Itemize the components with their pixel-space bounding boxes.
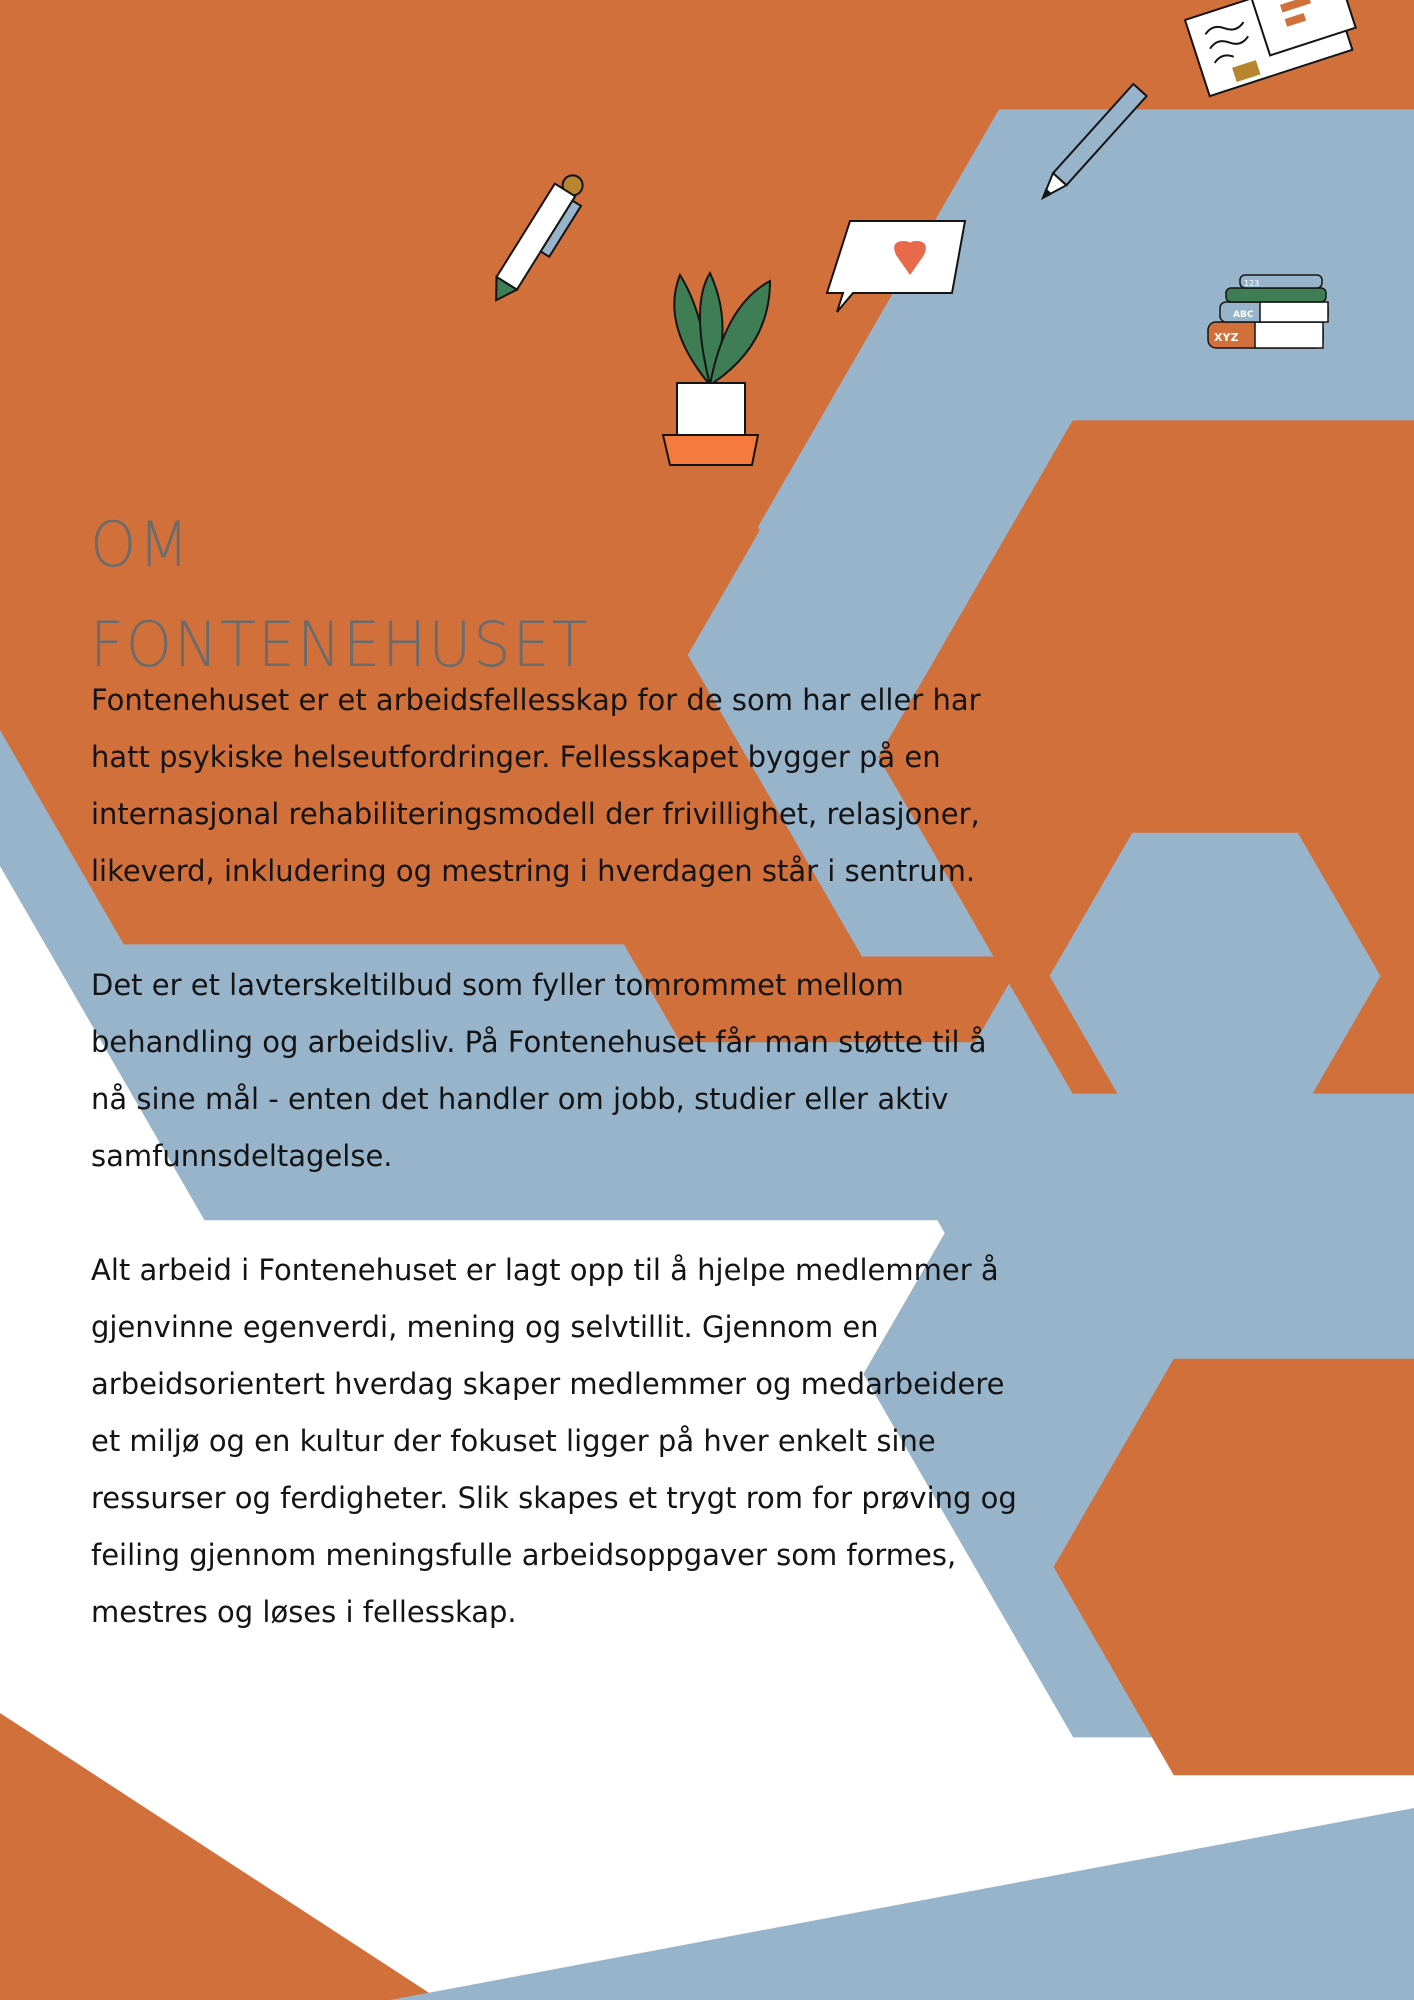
page-title	[90, 495, 616, 695]
title-line-2: FONTENEHUSET	[90, 608, 590, 681]
blue-bottom-band	[390, 1808, 1414, 2000]
paragraph-2: Det er et lavterskeltilbud som fyller tomrommet mellom behandling og arbeidsliv. På Fontenehuset får man støtte til å nå sine mål - enten det handler om jobb, studier eller aktiv samfunnsdeltagelse.	[91, 968, 987, 1173]
title-line-1: OM	[90, 508, 191, 581]
svg-text:XYZ: XYZ	[1214, 331, 1239, 344]
svg-text:123: 123	[1244, 279, 1260, 288]
paragraph-3: Alt arbeid i Fontenehuset er lagt opp til å hjelpe medlemmer å gjenvinne egenverdi, mening og selvtillit. Gjennom en arbeidsorientert hverdag skaper medlemmer og medarbeidere et miljø og en kultur der fokuset ligger på hver enkelt sine ressurser og ferdigheter. Slik skapes et trygt rom for prøving og feiling gjennom meningsfulle arbeidsoppgaver som formes, mestres og løses i fellesskap.	[91, 1253, 1017, 1629]
orange-corner-triangle	[0, 1713, 440, 2000]
paragraph-1: Fontenehuset er et arbeidsfellesskap for de som har eller har hatt psykiske helseutfordringer. Fellesskapet bygger på en internasjonal rehabiliteringsmodell der frivillighet, relasjoner, likeverd, inkludering og mestring i hverdagen står i sentrum.	[91, 683, 981, 888]
body-text	[91, 672, 1031, 1698]
svg-text:ABC: ABC	[1233, 310, 1254, 320]
